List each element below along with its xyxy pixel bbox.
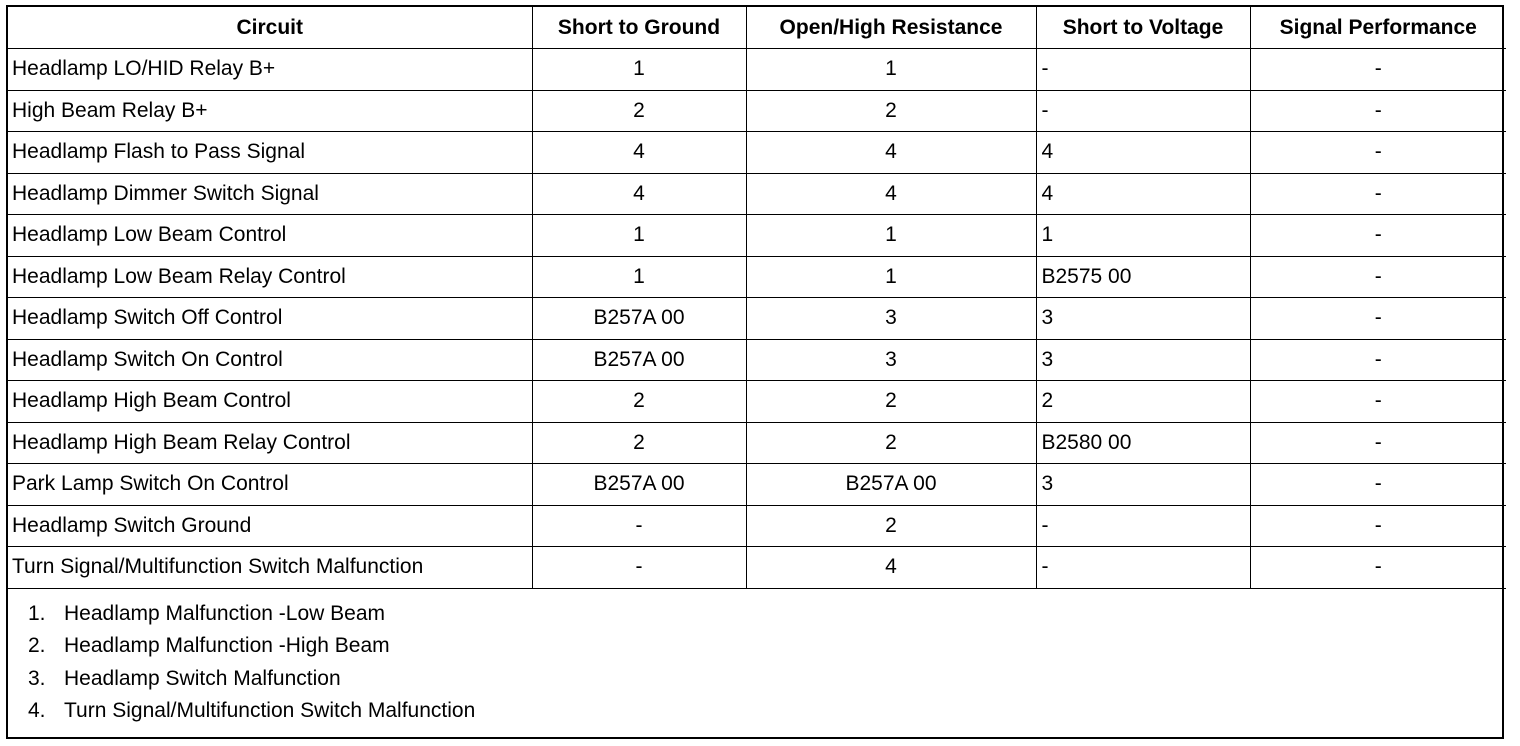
- short-to-ground-cell: 2: [532, 90, 746, 132]
- open-high-resistance-cell: 4: [746, 547, 1036, 589]
- open-high-resistance-cell: 1: [746, 49, 1036, 91]
- table-row: [8, 256, 1506, 298]
- signal-performance-cell: -: [1250, 256, 1506, 298]
- table-row: [8, 49, 1506, 91]
- short-to-voltage-cell: -: [1036, 547, 1250, 589]
- short-to-voltage-cell: -: [1036, 505, 1250, 547]
- footnote-item: [28, 695, 1502, 728]
- short-to-voltage-cell: 3: [1036, 464, 1250, 506]
- short-to-ground-cell: 4: [532, 173, 746, 215]
- footnotes: [8, 589, 1502, 728]
- open-high-resistance-cell: 1: [746, 256, 1036, 298]
- footnote-number: 2.: [28, 634, 46, 657]
- short-to-voltage-cell: 3: [1036, 298, 1250, 340]
- signal-performance-cell: -: [1250, 339, 1506, 381]
- open-high-resistance-cell: 4: [746, 132, 1036, 174]
- signal-performance-cell: -: [1250, 173, 1506, 215]
- short-to-voltage-cell: B2575 00: [1036, 256, 1250, 298]
- short-to-ground-cell: 2: [532, 422, 746, 464]
- circuit-name: Headlamp Switch On Control: [8, 339, 532, 381]
- circuit-name: Headlamp Flash to Pass Signal: [8, 132, 532, 174]
- signal-performance-cell: -: [1250, 215, 1506, 257]
- table-row: [8, 339, 1506, 381]
- header-short-to-voltage: Short to Voltage: [1036, 7, 1250, 49]
- short-to-ground-cell: -: [532, 505, 746, 547]
- table-row: [8, 547, 1506, 589]
- short-to-ground-cell: 1: [532, 256, 746, 298]
- circuit-name: Headlamp Low Beam Relay Control: [8, 256, 532, 298]
- open-high-resistance-cell: 4: [746, 173, 1036, 215]
- table-header-row: [8, 7, 1506, 49]
- open-high-resistance-cell: 2: [746, 505, 1036, 547]
- circuit-name: Headlamp LO/HID Relay B+: [8, 49, 532, 91]
- circuit-name: Headlamp High Beam Control: [8, 381, 532, 423]
- circuit-name: Park Lamp Switch On Control: [8, 464, 532, 506]
- footnote-number: 1.: [28, 601, 46, 625]
- short-to-voltage-cell: 1: [1036, 215, 1250, 257]
- footnote-number: 3.: [28, 666, 46, 690]
- short-to-ground-cell: B257A 00: [532, 298, 746, 340]
- footnote-item: [28, 598, 1502, 631]
- circuit-name: High Beam Relay B+: [8, 90, 532, 132]
- circuit-name: Headlamp Switch Ground: [8, 505, 532, 547]
- table-row: [8, 90, 1506, 132]
- short-to-ground-cell: -: [532, 547, 746, 589]
- header-signal-performance: Signal Performance: [1250, 7, 1506, 49]
- table-row: [8, 215, 1506, 257]
- short-to-ground-cell: B257A 00: [532, 464, 746, 506]
- short-to-voltage-cell: B2580 00: [1036, 422, 1250, 464]
- short-to-voltage-cell: 2: [1036, 381, 1250, 423]
- table-row: [8, 173, 1506, 215]
- table-row: [8, 464, 1506, 506]
- table-row: [8, 381, 1506, 423]
- short-to-ground-cell: 1: [532, 49, 746, 91]
- signal-performance-cell: -: [1250, 132, 1506, 174]
- circuit-name: Headlamp Low Beam Control: [8, 215, 532, 257]
- footnote-text: Turn Signal/Multifunction Switch Malfunction: [64, 699, 476, 722]
- circuit-name: Headlamp Switch Off Control: [8, 298, 532, 340]
- footnote-item: [28, 663, 1502, 696]
- open-high-resistance-cell: 3: [746, 339, 1036, 381]
- open-high-resistance-cell: B257A 00: [746, 464, 1036, 506]
- open-high-resistance-cell: 2: [746, 381, 1036, 423]
- short-to-ground-cell: B257A 00: [532, 339, 746, 381]
- short-to-ground-cell: 2: [532, 381, 746, 423]
- table-row: [8, 505, 1506, 547]
- signal-performance-cell: -: [1250, 90, 1506, 132]
- short-to-voltage-cell: 3: [1036, 339, 1250, 381]
- header-circuit: Circuit: [8, 7, 532, 49]
- short-to-ground-cell: 1: [532, 215, 746, 257]
- signal-performance-cell: -: [1250, 381, 1506, 423]
- signal-performance-cell: -: [1250, 505, 1506, 547]
- short-to-voltage-cell: -: [1036, 90, 1250, 132]
- signal-performance-cell: -: [1250, 298, 1506, 340]
- short-to-voltage-cell: 4: [1036, 132, 1250, 174]
- circuit-name: Turn Signal/Multifunction Switch Malfunction: [8, 547, 532, 589]
- open-high-resistance-cell: 3: [746, 298, 1036, 340]
- open-high-resistance-cell: 2: [746, 422, 1036, 464]
- footnote-text: Headlamp Malfunction -High Beam: [64, 634, 390, 657]
- signal-performance-cell: -: [1250, 422, 1506, 464]
- short-to-voltage-cell: -: [1036, 49, 1250, 91]
- circuit-diagnostic-table-frame: [6, 5, 1504, 739]
- signal-performance-cell: -: [1250, 547, 1506, 589]
- signal-performance-cell: -: [1250, 49, 1506, 91]
- footnote-text: Headlamp Switch Malfunction: [64, 666, 341, 690]
- short-to-voltage-cell: 4: [1036, 173, 1250, 215]
- table-row: [8, 422, 1506, 464]
- signal-performance-cell: -: [1250, 464, 1506, 506]
- footnote-item: [28, 630, 1502, 663]
- open-high-resistance-cell: 1: [746, 215, 1036, 257]
- circuit-name: Headlamp Dimmer Switch Signal: [8, 173, 532, 215]
- footnote-number: 4.: [28, 699, 46, 722]
- short-to-ground-cell: 4: [532, 132, 746, 174]
- header-short-to-ground: Short to Ground: [532, 7, 746, 49]
- footnote-text: Headlamp Malfunction -Low Beam: [64, 601, 385, 625]
- header-open-high-resistance: Open/High Resistance: [746, 7, 1036, 49]
- table-row: [8, 298, 1506, 340]
- circuit-diagnostic-table: [8, 7, 1506, 589]
- open-high-resistance-cell: 2: [746, 90, 1036, 132]
- circuit-name: Headlamp High Beam Relay Control: [8, 422, 532, 464]
- table-row: [8, 132, 1506, 174]
